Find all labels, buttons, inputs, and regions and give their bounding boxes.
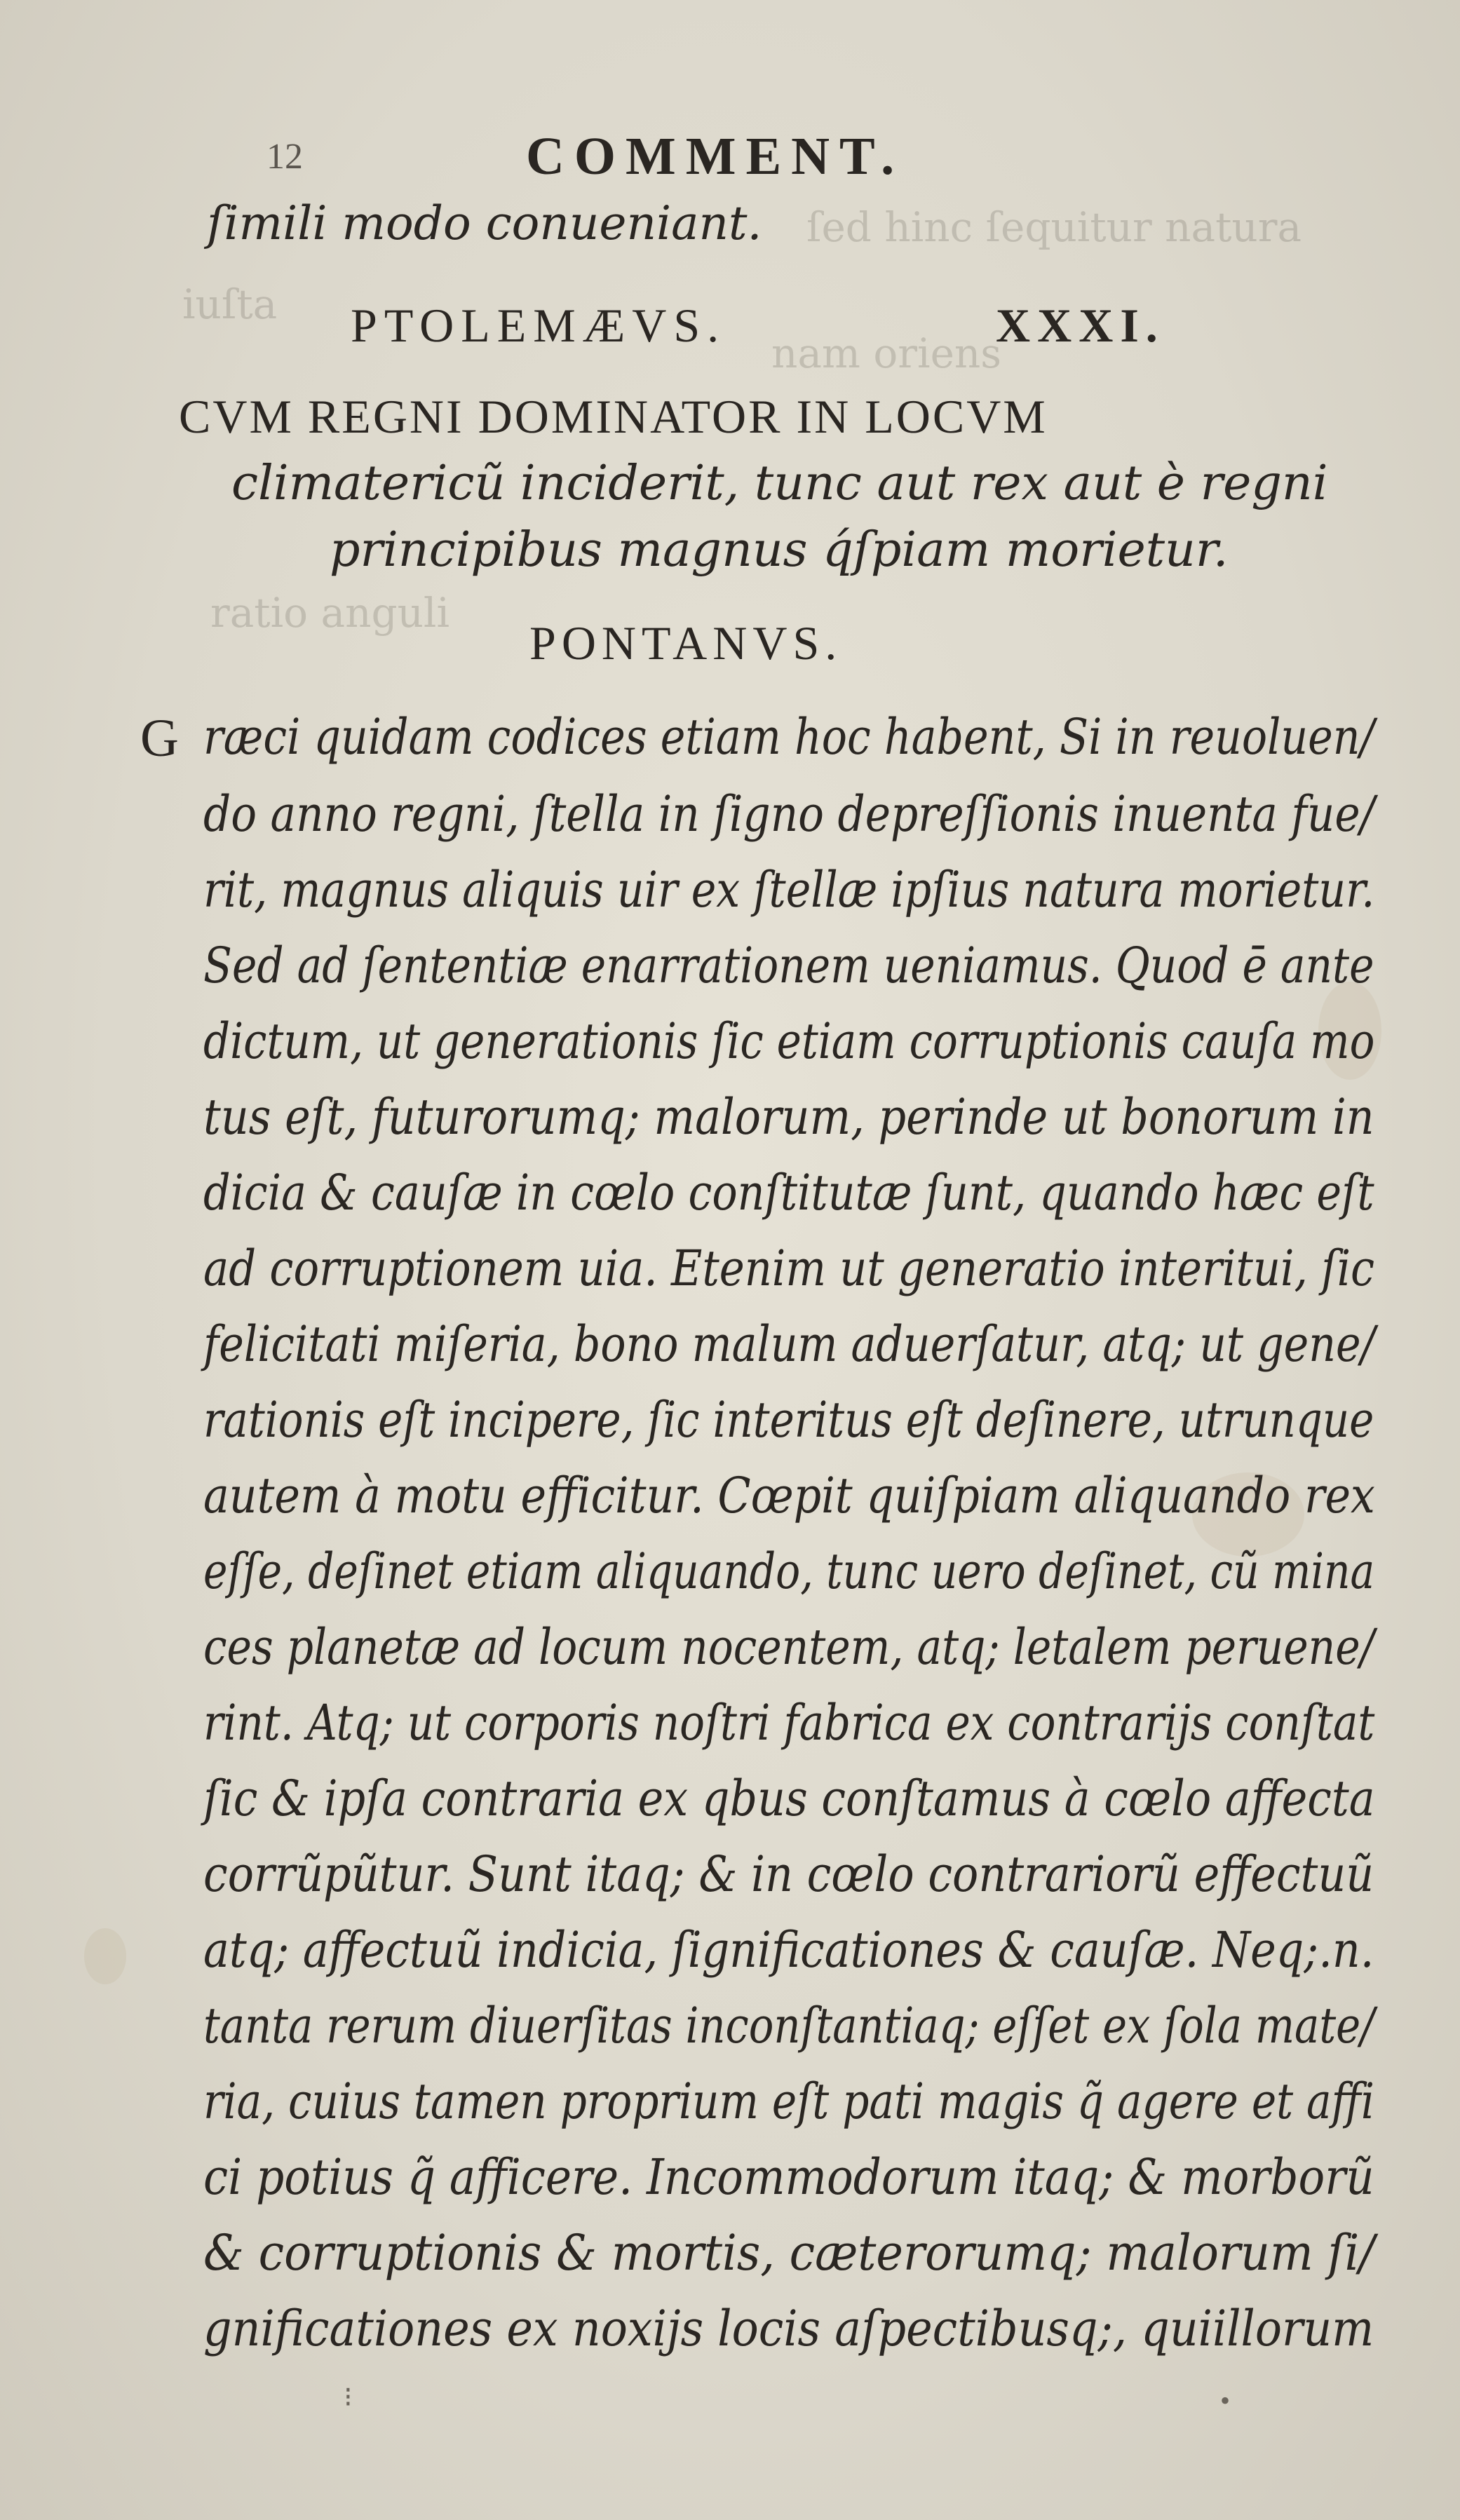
bleed-through-text: ratio anguli bbox=[210, 589, 450, 637]
initial-letter: G bbox=[140, 709, 179, 768]
bleed-through-text: ſed hinc ſequitur natura bbox=[806, 203, 1302, 251]
commentary-line: gnificationes ex noxijs locis aſpectibusq;, quiillorum bbox=[203, 2300, 1374, 2357]
bleed-through-text: iuſta bbox=[182, 280, 278, 328]
commentary-line: atq; affectuũ indicia, ſignificationes & cauſæ. Neq;.n. bbox=[203, 1921, 1374, 1979]
commentary-line: ræci quidam codices etiam hoc habent, Si in reuoluen/ bbox=[203, 708, 1374, 766]
commentary-line: rit, magnus aliquis uir ex ſtellæ ipſius natura morietur. bbox=[203, 861, 1375, 919]
commentary-line: ces planetæ ad locum nocentem, atq; letalem peruene/ bbox=[203, 1618, 1374, 1676]
commentary-line: tus eſt, futurorumq; malorum, perinde ut bonorum in bbox=[203, 1088, 1374, 1146]
commentary-line: rint. Atq; ut corporis noſtri fabrica ex contrarijs conſtat bbox=[203, 1694, 1375, 1752]
commentary-line: ria, cuius tamen proprium eſt pati magis q̃ agere et affi bbox=[203, 2073, 1374, 2130]
commentary-line: Sed ad ſententiæ enarrationem ueniamus. Quod ē ante bbox=[203, 937, 1374, 994]
commentary-line: corrũpũtur. Sunt itaq; & in cœlo contrariorũ effectuũ bbox=[203, 1845, 1374, 1903]
commentary-line: ci potius q̃ afficere. Incommodorum itaq; & morborũ bbox=[203, 2148, 1374, 2206]
commentary-line: felicitati miſeria, bono malum aduerſatur, atq; ut gene/ bbox=[203, 1315, 1375, 1373]
commentary-line: do anno regni, ſtella in ſigno depreſſionis inuenta fue/ bbox=[203, 785, 1375, 843]
commentary-line: rationis eſt incipere, ſic interitus eſt deſinere, utrunque bbox=[203, 1391, 1374, 1449]
aphorism-line: principibus magnus q́ſpiam morietur. bbox=[330, 522, 1229, 578]
section-number: XXXI. bbox=[996, 299, 1165, 352]
section-heading-ptolemaeus: PTOLEMÆVS. bbox=[351, 299, 726, 352]
page-header bbox=[266, 126, 1248, 186]
commentary-line: ſic & ipſa contraria ex qbus conſtamus à cœlo affecta bbox=[203, 1770, 1375, 1827]
commentary-line: tanta rerum diuerſitas inconſtantiaq; eſſet ex ſola mate/ bbox=[203, 1997, 1375, 2054]
text-line: ſimili modo conueniant. bbox=[207, 196, 762, 250]
commentary-line: ad corruptionem uia. Etenim ut generatio interitui, ſic bbox=[203, 1240, 1375, 1297]
commentary-line: eſſe, deſinet etiam aliquando, tunc uero deſinet, cũ mina bbox=[203, 1543, 1375, 1600]
running-head: COMMENT. bbox=[526, 127, 905, 186]
paper-stain bbox=[84, 1928, 126, 1984]
commentary-line: dicia & cauſæ in cœlo conſtitutæ ſunt, quando hæc eſt bbox=[203, 1164, 1374, 1221]
commentary-line: dictum, ut generationis ſic etiam corruptionis cauſa mo bbox=[203, 1012, 1375, 1070]
commentary-line: autem à motu efficitur. Cœpit quiſpiam aliquando rex bbox=[203, 1467, 1375, 1524]
ink-speck: ⁝ bbox=[344, 2381, 353, 2413]
aphorism-caps-line: CVM REGNI DOMINATOR IN LOCVM bbox=[179, 390, 1048, 443]
aphorism-line: climatericũ inciderit, tunc aut rex aut è regni bbox=[231, 456, 1328, 511]
folio-number: 12 bbox=[266, 137, 303, 177]
section-heading-pontanus: PONTANVS. bbox=[529, 616, 843, 670]
ink-speck: • bbox=[1220, 2385, 1231, 2416]
bleed-through-text: nam oriens bbox=[771, 330, 1002, 377]
commentary-line: & corruptionis & mortis, cæterorumq; malorum ſi/ bbox=[203, 2224, 1375, 2282]
